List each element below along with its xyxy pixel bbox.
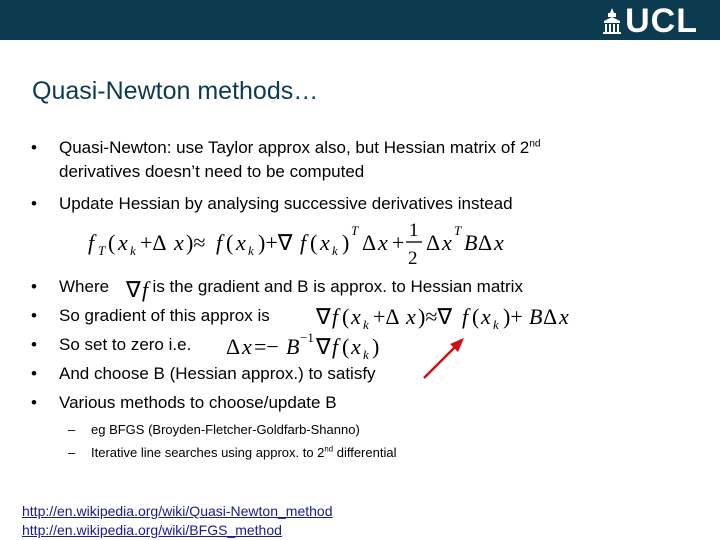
portico-icon xyxy=(603,8,621,34)
bullet-update-hessian xyxy=(31,189,679,218)
svg-text:Δ: Δ xyxy=(362,230,377,255)
svg-text:Δ: Δ xyxy=(478,230,493,255)
bullet-text: Quasi-Newton: use Taylor approx also, but Hessian matrix of 2 xyxy=(59,138,530,157)
svg-text:∇: ∇ xyxy=(126,278,141,302)
svg-text:x: x xyxy=(320,230,330,255)
svg-text:B: B xyxy=(464,230,478,255)
bullet-text: So gradient of this approx is xyxy=(59,306,270,325)
red-arrow-icon xyxy=(420,334,470,382)
svg-text:(: ( xyxy=(226,230,234,255)
bullet-dot: • xyxy=(31,138,37,157)
svg-text:f: f xyxy=(88,230,95,255)
svg-text:∇: ∇ xyxy=(316,304,331,329)
bullet-quasi-newton xyxy=(31,136,679,184)
superscript: nd xyxy=(324,444,334,454)
svg-text:x: x xyxy=(494,230,504,255)
svg-text:(: ( xyxy=(342,334,350,359)
svg-text:k: k xyxy=(363,317,369,332)
svg-text:)+: )+ xyxy=(503,304,523,329)
svg-text:x: x xyxy=(378,230,388,255)
svg-text:+: + xyxy=(392,230,405,255)
svg-text:(: ( xyxy=(310,230,318,255)
zero-equation xyxy=(224,330,380,364)
svg-text:x: x xyxy=(351,304,361,329)
svg-text:=−: =− xyxy=(254,334,279,359)
bullet-list-top xyxy=(31,136,679,218)
svg-text:): ) xyxy=(372,334,380,359)
bullet-text: Update Hessian by analysing successive derivatives instead xyxy=(59,194,513,213)
sub-bullet-dash: – xyxy=(68,422,76,437)
bullet-dot: • xyxy=(31,335,37,354)
svg-text:∇: ∇ xyxy=(316,334,331,359)
svg-text:x: x xyxy=(351,334,361,359)
svg-text:Δ: Δ xyxy=(426,230,441,255)
svg-text:Δ: Δ xyxy=(226,334,241,359)
svg-text:+Δ: +Δ xyxy=(140,230,167,255)
svg-text:−1: −1 xyxy=(300,330,314,345)
bullet-text-cont: derivatives doesn’t need to be computed xyxy=(59,162,365,181)
svg-text:Δ: Δ xyxy=(543,304,558,329)
bullet-dot: • xyxy=(31,277,37,296)
ucl-logo xyxy=(603,4,698,38)
svg-text:): ) xyxy=(342,230,350,255)
link-quasi-newton[interactable]: http://en.wikipedia.org/wiki/Quasi-Newton_method xyxy=(22,503,333,519)
sub-bullet-text-cont: differential xyxy=(333,445,397,460)
svg-text:2: 2 xyxy=(408,248,418,269)
svg-text:x: x xyxy=(236,230,246,255)
slide-title: Quasi-Newton methods… xyxy=(32,77,319,105)
sub-bullet-bfgs xyxy=(68,418,396,441)
svg-text:x: x xyxy=(559,304,569,329)
svg-text:)≈∇: )≈∇ xyxy=(418,304,453,329)
svg-text:f: f xyxy=(142,278,149,302)
link-bfgs[interactable]: http://en.wikipedia.org/wiki/BFGS_method xyxy=(22,522,282,538)
svg-text:(: ( xyxy=(108,230,116,255)
svg-text:f: f xyxy=(300,230,307,255)
bullet-text: And choose B (Hessian approx.) to satisfy xyxy=(59,364,376,383)
svg-text:f: f xyxy=(216,230,223,255)
taylor-equation xyxy=(86,218,506,270)
sub-bullet-dash: – xyxy=(68,445,76,460)
sub-bullet-list xyxy=(68,418,396,464)
superscript: nd xyxy=(529,138,541,150)
svg-text:x: x xyxy=(242,334,252,359)
svg-text:(: ( xyxy=(342,304,350,329)
bullet-text: Various methods to choose/update B xyxy=(59,393,337,412)
svg-text:k: k xyxy=(332,243,338,258)
svg-text:+Δ: +Δ xyxy=(373,304,400,329)
bullet-text: Where xyxy=(59,277,110,296)
sub-bullet-line-search xyxy=(68,441,396,464)
svg-text:x: x xyxy=(442,230,452,255)
bullet-dot: • xyxy=(31,364,37,383)
bullet-where xyxy=(31,272,523,301)
svg-text:k: k xyxy=(493,317,499,332)
svg-text:1: 1 xyxy=(409,220,419,241)
bullet-text: So set to zero i.e. xyxy=(59,335,192,354)
nabla-f-symbol xyxy=(126,278,156,302)
logo-wordmark: UCL xyxy=(625,2,698,40)
svg-text:x: x xyxy=(174,230,184,255)
svg-text:k: k xyxy=(130,243,136,258)
svg-text:T: T xyxy=(98,243,106,258)
svg-text:f: f xyxy=(462,304,469,329)
svg-text:B: B xyxy=(286,334,300,359)
svg-text:x: x xyxy=(481,304,491,329)
svg-text:T: T xyxy=(454,223,462,238)
bullet-dot: • xyxy=(31,306,37,325)
svg-text:B: B xyxy=(529,304,543,329)
bullet-text-cont: is the gradient and B is approx. to Hessian matrix xyxy=(152,277,523,296)
sub-bullet-text: eg BFGS (Broyden-Fletcher-Goldfarb-Shanno) xyxy=(91,422,360,437)
svg-text:k: k xyxy=(363,347,369,362)
sub-bullet-text: Iterative line searches using approx. to 2 xyxy=(91,445,325,460)
bullet-dot: • xyxy=(31,194,37,213)
svg-text:(: ( xyxy=(472,304,480,329)
svg-text:x: x xyxy=(406,304,416,329)
gradient-approx-equation xyxy=(314,300,574,334)
bullet-various-methods xyxy=(31,388,523,417)
svg-text:k: k xyxy=(248,243,254,258)
svg-text:T: T xyxy=(351,223,359,238)
svg-text:f: f xyxy=(332,334,339,359)
reference-links xyxy=(22,502,333,540)
svg-text:)≈: )≈ xyxy=(186,230,206,255)
svg-text:f: f xyxy=(332,304,339,329)
bullet-dot: • xyxy=(31,393,37,412)
svg-text:x: x xyxy=(118,230,128,255)
svg-text:)+∇: )+∇ xyxy=(258,230,293,255)
header-bar xyxy=(0,0,720,40)
